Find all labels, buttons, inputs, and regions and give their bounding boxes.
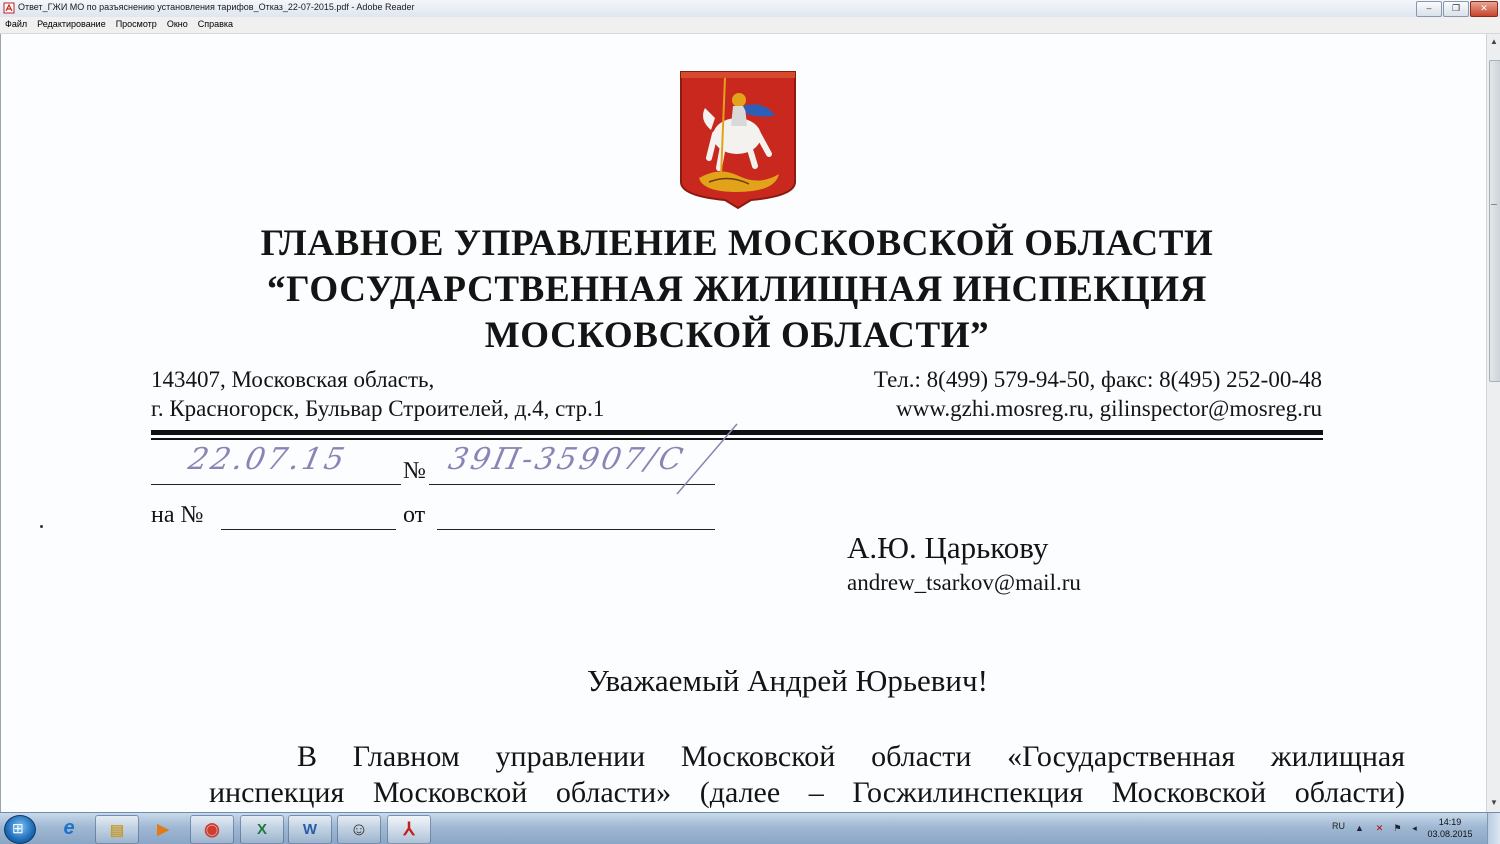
start-button[interactable]	[4, 815, 36, 844]
scroll-up-arrow-icon[interactable]: ▲	[1490, 37, 1498, 46]
volume-icon[interactable]: ◂	[1412, 823, 1417, 833]
header-line-2: “ГОСУДАРСТВЕННАЯ ЖИЛИЩНАЯ ИНСПЕКЦИЯ	[267, 269, 1207, 310]
taskbar-media-player[interactable]	[142, 815, 184, 842]
reply-number-underline	[221, 509, 396, 530]
body-line-1: В Главном управлении Московской области «Государственная жилищная	[297, 740, 1405, 773]
address-line-2: г. Красногорск, Бульвар Строителей, д.4, стр.1	[151, 396, 605, 421]
show-hidden-icons-icon[interactable]: ▲	[1355, 823, 1364, 833]
greeting: Уважаемый Андрей Юрьевич!	[587, 663, 988, 698]
moscow-oblast-emblem	[679, 70, 797, 210]
handwritten-number: 39П-35907/С	[445, 442, 689, 477]
taskbar-chrome[interactable]	[190, 815, 234, 844]
media-player-icon: ▶	[157, 820, 169, 838]
recipient-email: andrew_tsarkov@mail.ru	[847, 570, 1081, 595]
taskbar	[0, 812, 1500, 844]
menu-view[interactable]: Просмотр	[115, 19, 157, 29]
show-desktop-button[interactable]	[1487, 813, 1500, 844]
from-date-underline	[437, 509, 715, 530]
menu-window[interactable]: Окно	[166, 19, 188, 29]
handwritten-date: 22.07.15	[185, 442, 351, 477]
web-line: www.gzhi.mosreg.ru, gilinspector@mosreg.ru	[896, 396, 1322, 421]
phone-line: Тел.: 8(499) 579-94-50, факс: 8(495) 252-00-48	[873, 367, 1322, 392]
close-button[interactable]: ✕	[1470, 1, 1498, 17]
menu-help[interactable]: Справка	[197, 19, 234, 29]
recipient-name: А.Ю. Царькову	[847, 530, 1049, 565]
menu-bar	[0, 17, 1500, 34]
taskbar-explorer[interactable]	[95, 815, 139, 844]
header-line-3: МОСКОВСКОЙ ОБЛАСТИ”	[484, 315, 990, 356]
menu-file[interactable]: Файл	[5, 19, 28, 29]
scroll-page-tick	[1491, 204, 1497, 205]
vertical-scrollbar[interactable]	[1486, 34, 1500, 812]
network-warning-icon[interactable]: ✕	[1375, 823, 1384, 833]
title-bar	[0, 0, 1500, 18]
clock[interactable]	[1420, 816, 1480, 840]
clock-date: 03.08.2015	[1427, 829, 1473, 839]
stray-dot	[40, 525, 43, 528]
menu-edit[interactable]: Редактирование	[37, 19, 106, 29]
scroll-thumb[interactable]	[1489, 60, 1500, 382]
number-sign: №	[403, 458, 426, 484]
document-view[interactable]	[0, 34, 1487, 812]
agent-icon: ☺	[349, 819, 369, 839]
chrome-icon: ◉	[204, 819, 220, 839]
ie-icon: e	[63, 817, 75, 839]
body-line-2: инспекция Московской области» (далее – Госжилинспекция Московской области)	[209, 776, 1405, 809]
minimize-button[interactable]: –	[1416, 1, 1442, 17]
taskbar-word[interactable]	[288, 815, 332, 844]
clock-time: 14:19	[1438, 817, 1462, 827]
scroll-down-arrow-icon[interactable]: ▼	[1490, 798, 1498, 807]
taskbar-excel[interactable]	[240, 815, 284, 844]
from-label: от	[403, 502, 426, 528]
taskbar-agent-app[interactable]	[337, 815, 381, 844]
language-indicator[interactable]: RU	[1332, 821, 1345, 831]
taskbar-ie[interactable]	[48, 815, 90, 842]
action-center-icon[interactable]: ⚑	[1393, 823, 1402, 833]
word-icon: W	[302, 821, 318, 838]
excel-icon: X	[256, 821, 267, 838]
reply-to-label: на №	[151, 502, 204, 528]
header-line-1: ГЛАВНОЕ УПРАВЛЕНИЕ МОСКОВСКОЙ ОБЛАСТИ	[260, 223, 1214, 264]
maximize-button[interactable]: ❐	[1443, 1, 1469, 17]
adobe-reader-icon	[3, 2, 15, 14]
window-title: Ответ_ГЖИ МО по разъяснению установления тарифов_Отказ_22-07-2015.pdf - Adobe Reader	[18, 2, 415, 12]
address-line-1: 143407, Московская область,	[151, 367, 435, 392]
folder-icon: ▤	[109, 821, 125, 839]
adobe-reader-taskbar-icon: ⅄	[403, 819, 415, 839]
handwritten-slash	[671, 420, 751, 500]
windows-logo-icon: ⊞	[12, 820, 24, 836]
taskbar-adobe-reader[interactable]	[387, 815, 431, 844]
